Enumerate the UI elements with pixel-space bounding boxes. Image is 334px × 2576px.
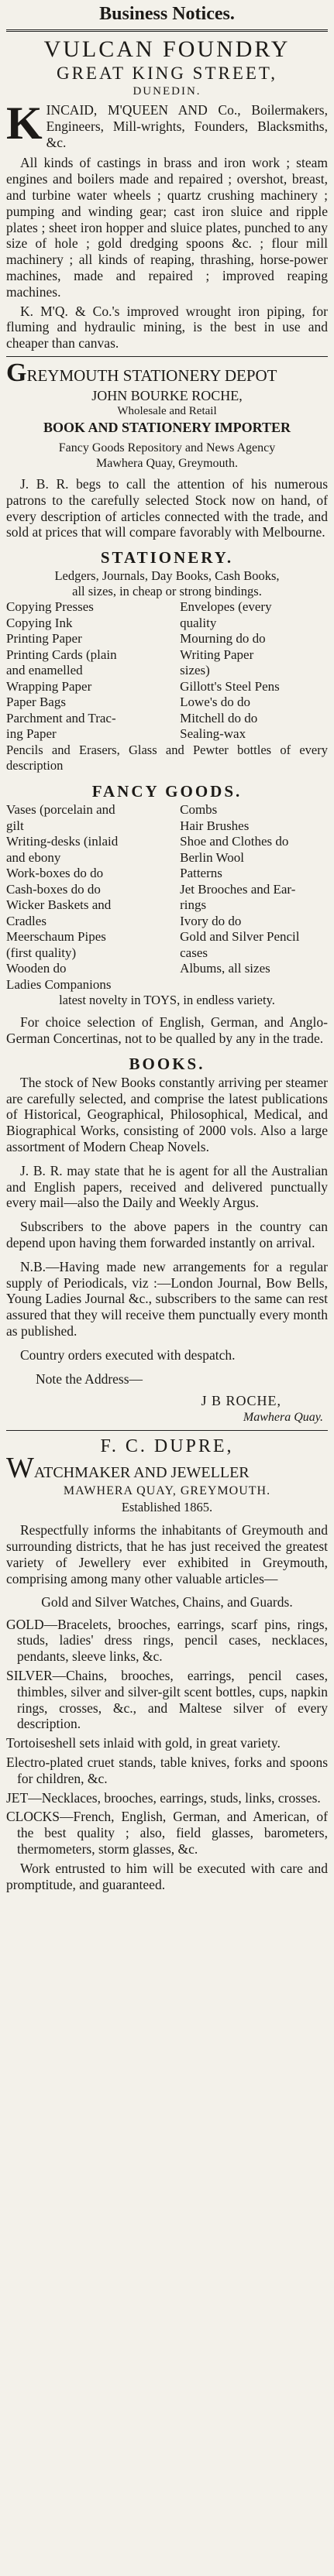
jewellery-item: Tortoiseshell sets inlaid with gold, in great variety. [6,1735,281,1751]
goods-row [6,679,328,695]
goods-item-right: Envelopes (every [180,599,272,615]
nb-paragraph: N.B.—Having made new arrangements for a regular supply of Periodicals, viz :—London Journal, Bow Bells, Young Ladies Journal &c., subscribers to the same can rest assured that they will receive them punctually every month as published. [6,1258,328,1339]
depot-name: REYMOUTH STATIONERY DEPOT [26,365,277,385]
goods-row [6,834,328,850]
jeweller-title: ATCHMAKER AND JEWELLER [33,1464,250,1482]
foundry-town: DUNEDIN. [133,85,201,98]
goods-item-right: Shoe and Clothes do [180,834,289,849]
goods-item-left: gilt [6,818,24,833]
drop-capital: K [6,98,43,149]
section-heading-stationery: STATIONERY. [100,548,234,568]
goods-item-right: Writing Paper [180,647,254,662]
goods-row [6,866,328,882]
closing-line: Work entrusted to him will be executed with care and promptitude, and guaranteed. [6,1860,328,1892]
pencils-line: Pencils and Erasers, Glass and Pewter bottles of every description [6,742,328,773]
goods-item-left: Cradles [6,913,46,928]
jewellery-list [6,1617,328,1857]
goods-row [6,802,328,818]
goods-item-left: Meerschaum Pipes [6,929,106,945]
signature-place: Mawhera Quay. [243,1411,323,1425]
goods-row [6,914,328,930]
jewellery-item: JET—Necklaces, brooches, earrings, studs, links, crosses. [6,1789,321,1806]
foundry-street: GREAT KING STREET, [56,63,278,83]
country-orders-line: Country orders executed with despatch. [20,1346,236,1363]
ledgers-line: all sizes, in cheap or strong bindings. [72,584,262,599]
jewellery-item: CLOCKS—French, English, German, and American, of the best quality ; also, field glasses, barometers, thermometers, storm glasses, &c. [6,1809,328,1857]
depot-intro: J. B. R. begs to call the attention of his numerous patrons to the carefully selected Stock now on hand, of every description of articles connected with the trade, and sold at prices that will compare favorably with Melbourne. [6,475,328,540]
drop-capital: G [6,358,27,387]
goods-item-left: Wrapping Paper [6,678,92,694]
proprietor-name: JOHN BOURKE ROCHE, [91,387,243,403]
jeweller-name: F. C. DUPRE, [100,1436,234,1457]
agent-paragraph: J. B. R. may state that he is agent for all the Australian and English papers, received and delivered punctually every mail—also the Daily and Weekly Argus. [6,1162,328,1211]
signature-name: J B ROCHE, [201,1393,281,1409]
goods-row [6,961,328,977]
goods-item-right: Lowe's do do [180,695,250,710]
goods-row [6,945,328,962]
divider [6,29,328,32]
goods-item-left: Cash-boxes do do [6,881,101,897]
goods-row [6,850,328,866]
column-heading: Business Notices. [99,4,235,24]
goods-row [6,616,328,632]
subscribers-paragraph: Subscribers to the above papers in the country can depend upon having them forwarded instantly on arrival. [6,1219,328,1250]
foundry-piping: K. M'Q. & Co.'s improved wrought iron piping, for fluming and hydraulic mining, is the best in use and cheaper than canvas. [6,303,328,352]
goods-item-left: Parchment and Trac- [6,710,116,725]
dupre-notice [6,1435,328,1892]
goods-row [6,599,328,616]
newspaper-column [6,0,328,2576]
goods-item-right: Sealing-wax [180,726,246,742]
drop-capital: W [6,1452,34,1485]
goods-item-right: Mitchell do do [180,710,258,725]
goods-row [6,882,328,898]
goods-item-right: Combs [180,802,218,818]
goods-item-left: and enamelled [6,663,83,678]
foundry-services: All kinds of castings in brass and iron work ; steam engines and boilers made and repaired ; overshot, breast, and turbine water wheels ; quartz crushing machinery ; pumping and winding gear; cast iron sluice and ripple plates ; sheet iron hopper and sluice plates, punched to any size of hole ; gold dredging spoons &c. ; flour mill machinery ; all kinds of reaping, thrashing, horse-power machines, made and repaired ; improved reaping machines. [6,155,328,300]
goods-item-right: Hair Brushes [180,818,250,833]
goods-item-right: sizes) [180,663,210,678]
trade-line: Wholesale and Retail [117,404,217,417]
foundry-name: VULCAN FOUNDRY [43,36,291,62]
section-heading-books: BOOKS. [129,1054,205,1073]
jewellery-item: GOLD—Bracelets, brooches, earrings, scarf pins, rings, studs, ladies' dress rings, pencil cases, necklaces, pendants, sleeve links, &c. [6,1616,328,1665]
goods-item-right: rings [180,897,207,913]
goods-item-right: Gold and Silver Pencil [180,929,300,945]
jewellery-item: Electro-plated cruet stands, table knives, forks and spoons for children, &c. [6,1754,328,1786]
divider [6,356,328,357]
address-note: Note the Address— [36,1370,143,1387]
goods-item-right: cases [180,945,208,960]
jeweller-address: MAWHERA QUAY, GREYMOUTH. [63,1484,271,1498]
goods-item-right: quality [180,615,217,630]
goods-item-left: Printing Paper [6,631,82,647]
watches-line: Gold and Silver Watches, Chains, and Guards. [41,1593,293,1610]
goods-item-right: Patterns [180,866,222,881]
goods-item-left: Wicker Baskets and [6,897,112,913]
books-paragraph: The stock of New Books constantly arriving per steamer are carefully selected, and comprise the latest publications of Historical, Geographical, Philosophical, Medical, and Biographical Works, consisting of 2000 vols. Also a large assortment of Modern Cheap Novels. [6,1074,328,1155]
goods-item-left: Vases (porcelain and [6,802,115,818]
vulcan-foundry-notice [6,36,328,352]
jewellery-item: SILVER—Chains, brooches, earrings, pencil cases, thimbles, silver and silver-gilt scent bottles, cups, napkin rings, crosses, &c., and Maltese silver of every description. [6,1667,328,1732]
stationery-depot-notice [6,358,328,1425]
goods-item-left: Writing-desks (inlaid [6,834,119,849]
goods-item-right: Albums, all sizes [180,961,270,976]
goods-item-left: Copying Presses [6,599,94,615]
agency-line: Fancy Goods Repository and News Agency [58,441,276,454]
agency-address: Mawhera Quay, Greymouth. [96,456,238,470]
goods-item-left: and ebony [6,849,61,865]
goods-row [6,647,328,664]
goods-row [6,818,328,835]
goods-item-right: Jet Brooches and Ear- [180,881,296,897]
goods-row [6,631,328,647]
toys-line: latest novelty in TOYS, in endless variety. [59,993,275,1008]
goods-item-right: Berlin Wool [180,849,244,865]
goods-row [6,726,328,743]
goods-row [6,897,328,914]
goods-item-left: Work-boxes do do [6,866,104,881]
goods-item-right [180,977,328,993]
goods-row [6,977,328,993]
established-line: Established 1865. [121,1500,213,1515]
goods-item-right: Ivory do do [180,913,242,928]
section-heading-fancy-goods: FANCY GOODS. [91,782,243,801]
goods-item-left: ing Paper [6,726,57,742]
goods-item-left: Paper Bags [6,695,66,710]
importer-line: BOOK AND STATIONERY IMPORTER [43,419,291,435]
foundry-intro: INCAID, M'QUEEN AND Co., Boilermakers, Engineers, Mill-wrights, Founders, Blacksmiths, &c. [46,102,328,150]
goods-row [6,711,328,727]
stationery-list [6,599,328,743]
divider [6,1430,328,1431]
jeweller-intro: Respectfully informs the inhabitants of Greymouth and surrounding districts, that he has just received the greatest variety of Jewellery ever exhibited in Greymouth, comprising among many other valuable articles— [6,1522,328,1586]
goods-item-left: Ladies Companions [6,976,112,992]
goods-item-right: Gillott's Steel Pens [180,678,280,694]
goods-row [6,663,328,679]
goods-item-left: (first quality) [6,945,77,960]
goods-row [6,929,328,945]
ledgers-line: Ledgers, Journals, Day Books, Cash Books, [54,568,280,584]
goods-item-left: Wooden do [6,961,67,976]
concertinas-paragraph: For choice selection of English, German, and Anglo-German Concertinas, not to be qualled by any in the trade. [6,1014,328,1047]
goods-item-right: Mourning do do [180,631,266,647]
goods-row [6,695,328,711]
fancy-goods-list [6,802,328,993]
goods-item-left: Copying Ink [6,615,73,630]
goods-item-left: Printing Cards (plain [6,647,117,662]
